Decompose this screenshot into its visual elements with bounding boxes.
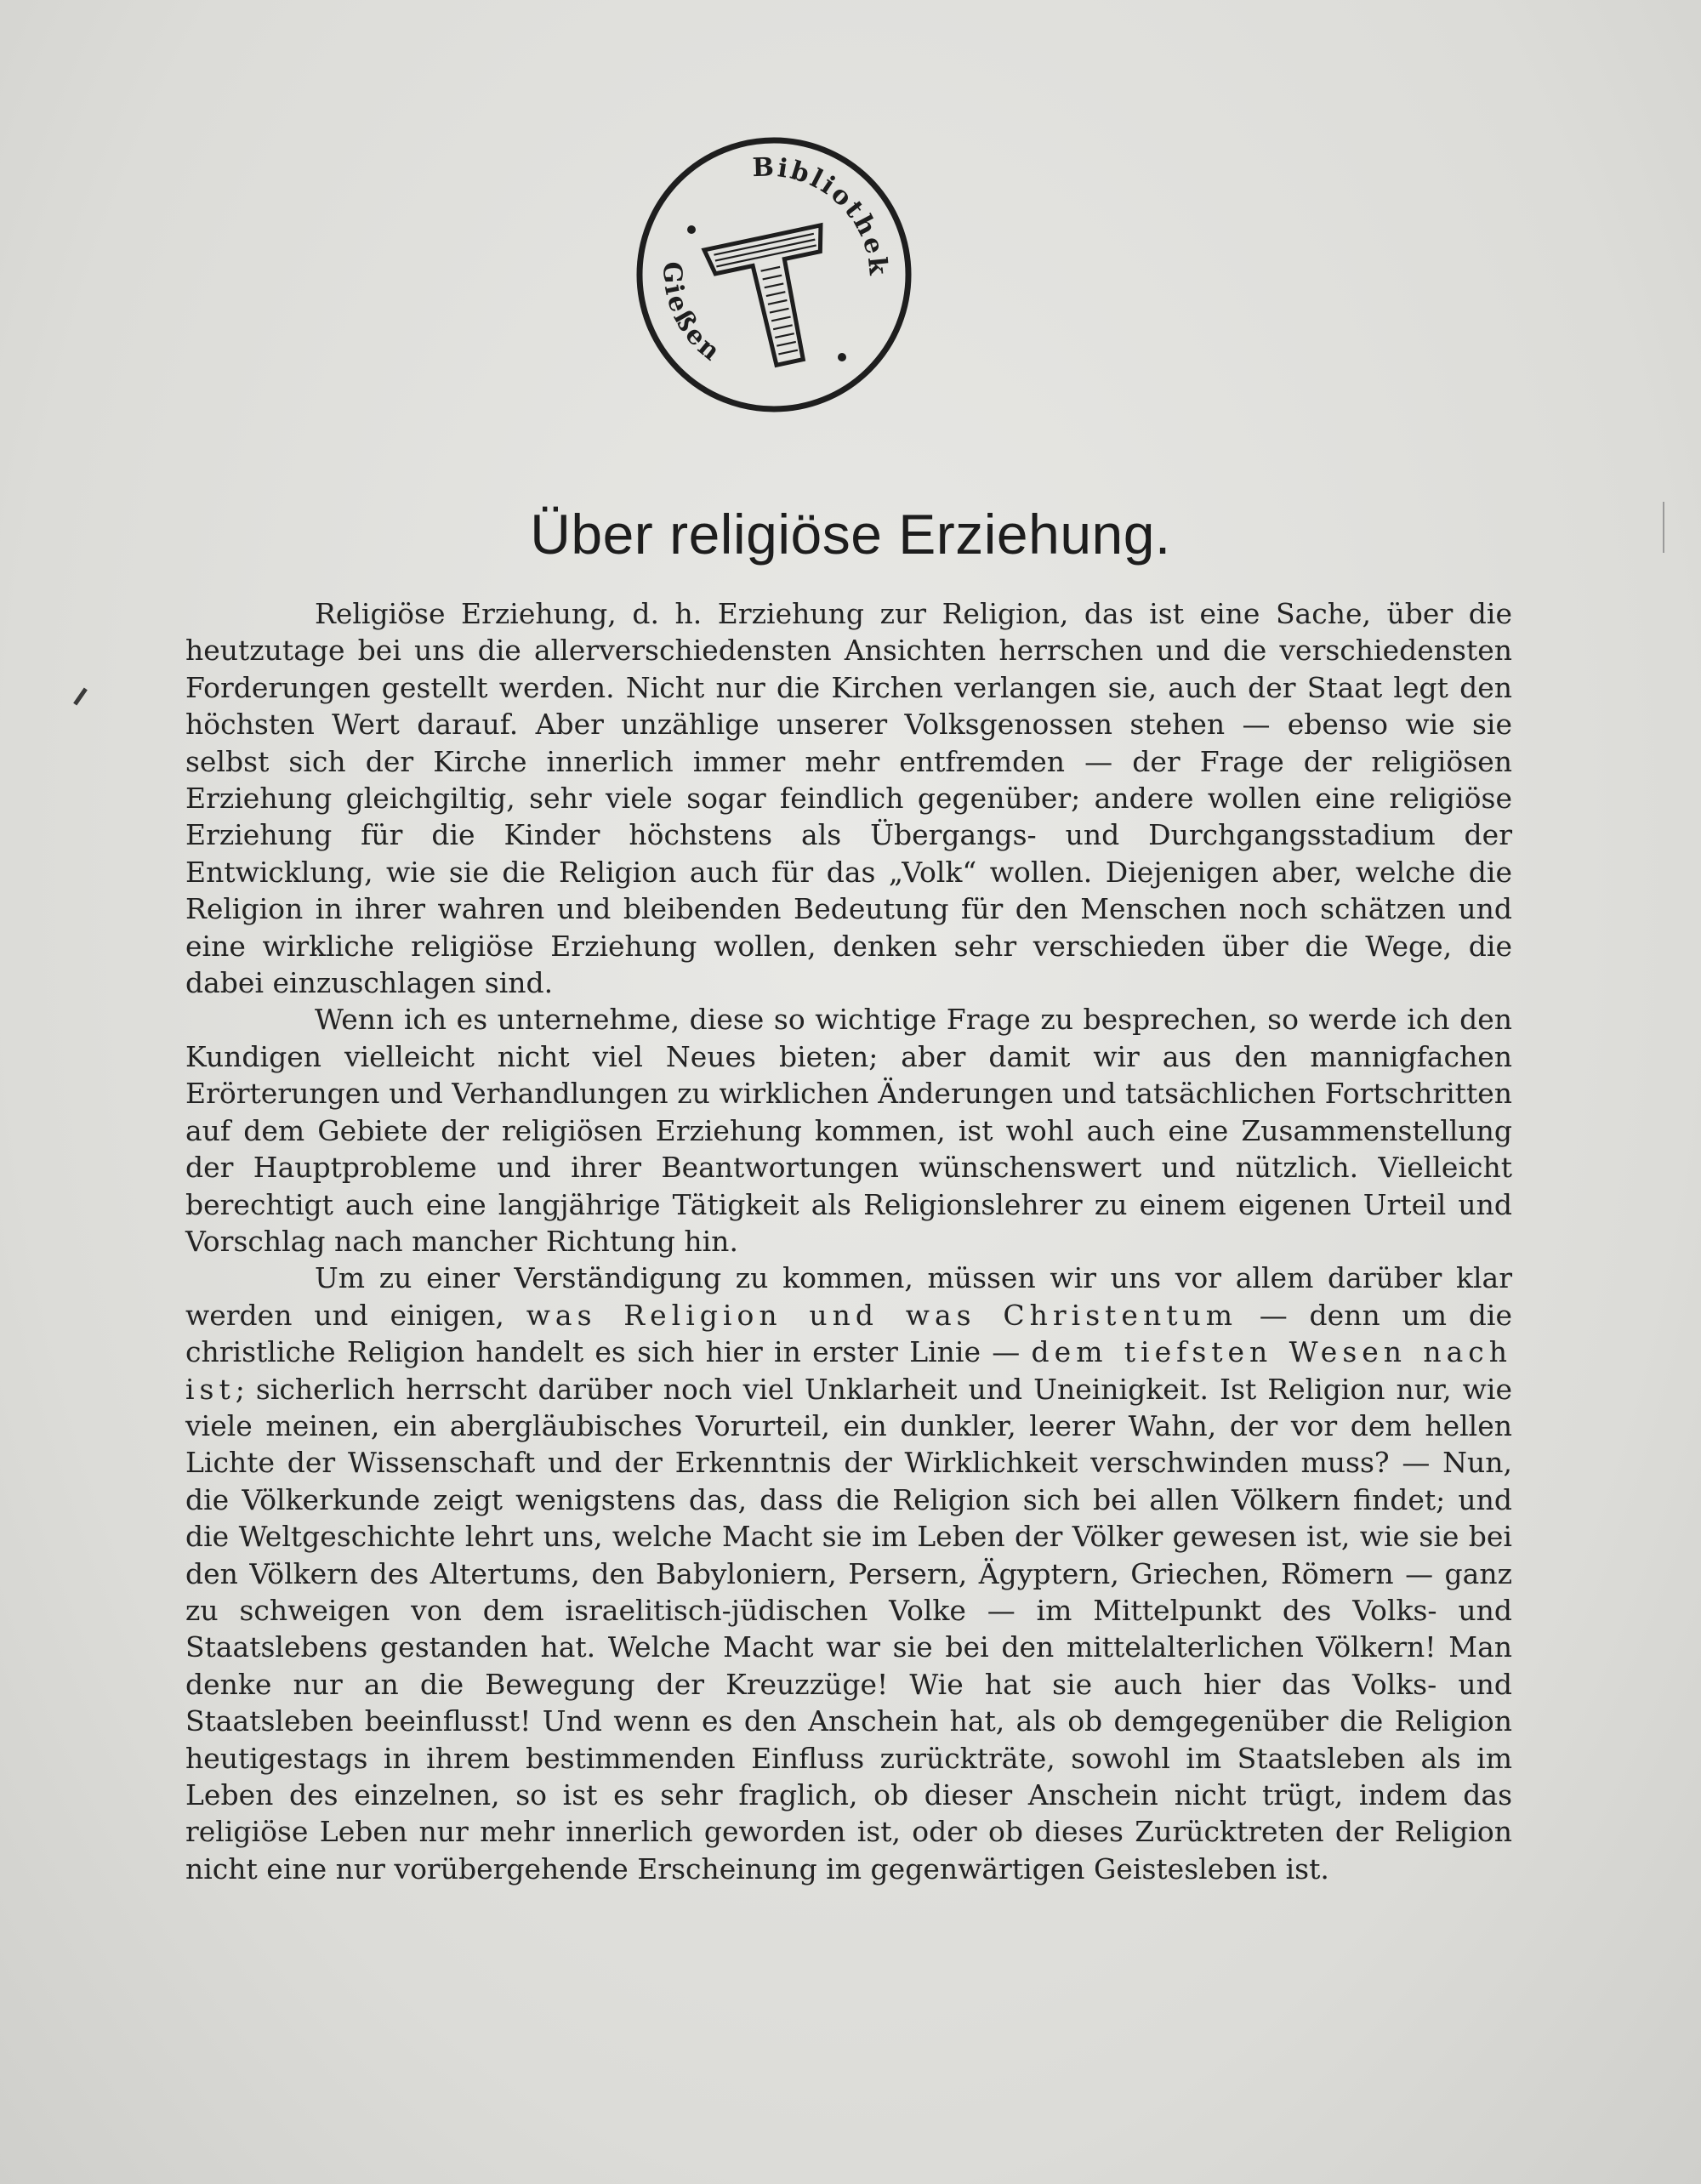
paragraph-3-text-c: ; sicherlich herrscht darüber noch viel Unklarheit und Uneinigkeit. Ist Religion nur, wie viele meinen, ein abergläubisches Vorurteil, ein dunkler, leerer Wahn, der vor dem hellen Lichte der Wissenschaft und der Erkenntnis der Wirklichkeit verschwinden muss? — Nun, die Völkerkunde zeigt wenigstens das, dass die Religion sich bei allen Völkern findet; und die Weltgeschichte lehrt uns, welche Macht sie im Leben der Völker gewesen ist, wie sie bei den Völkern des Altertums, den Babyloniern, Persern, Ägyptern, Griechen, Römern — ganz zu schweigen von dem israelitisch-jüdischen Volke — im Mittelpunkt des Volks- und Staatslebens gestanden hat. Welche Macht war sie bei den mittelalterlichen Völkern! Man denke nur an die Bewegung der Kreuzzüge! Wie hat sie auch hier das Volks- und Staatsleben beeinflusst! Und wenn es den Anschein hat, als ob demgegenüber die Religion heutigestags in ihrem bestimmenden Einfluss zurückträte, sowohl im Staatsleben als im Leben des einzelnen, so ist es sehr fraglich, ob dieser Anschein nicht trügt, indem das religiöse Leben nur mehr innerlich geworden ist, oder ob dieses Zurücktreten der Religion nicht eine nur vorübergehende Erscheinung im gegenwärtigen Geistesleben ist. bbox=[185, 1372, 1512, 1885]
page-title: Über religiöse Erziehung. bbox=[530, 503, 1171, 566]
margin-mark bbox=[73, 688, 88, 706]
paragraph-3 bbox=[185, 1260, 1512, 1887]
stamp-text-top: Bibliothek bbox=[752, 152, 894, 279]
paragraph-1 bbox=[185, 595, 1512, 1001]
spaced-emphasis-2: dem tiefsten Wesen nach ist bbox=[185, 1335, 1512, 1406]
paragraph-2-text: Wenn ich es unternehme, diese so wichtige Frage zu besprechen, so werde ich den Kundigen vielleicht nicht viel Neues bieten; aber damit wir aus den mannigfachen Erörterungen und Verhandlungen zu wirklichen Änderungen und tatsächlichen Fortschritten auf dem Gebiete der religiösen Erziehung kommen, ist wohl auch eine Zusammenstellung der Hauptprobleme und ihrer Beantwortungen wünschenswert und nützlich. Vielleicht berechtigt auch eine langjährige Tätigkeit als Religionslehrer zu einem eigenen Urteil und Vorschlag nach mancher Richtung hin. bbox=[185, 1003, 1512, 1258]
spaced-emphasis-1: was Religion und was Christentum bbox=[526, 1298, 1237, 1332]
paragraph-2 bbox=[185, 1001, 1512, 1260]
tau-cross-icon bbox=[704, 225, 847, 375]
paragraph-1-text: Religiöse Erziehung, d. h. Erziehung zur Religion, das ist eine Sache, über die heutzutage bei uns die allerverschiedensten Ansichten herrschen und die verschiedensten Forderungen gestellt werden. Nicht nur die Kirchen verlangen sie, auch der Staat legt den höchsten Wert darauf. Aber unzählige unserer Volksgenossen stehen — ebenso wie sie selbst sich der Kirche innerlich immer mehr entfremden — der Frage der religiösen Erziehung gleichgiltig, sehr viele sogar feindlich gegenüber; andere wollen eine religiöse Erziehung für die Kinder höchstens als Übergangs- und Durchgangsstadium der Entwicklung, wie sie die Religion auch für das „Volk“ wollen. Diejenigen aber, welche die Religion in ihrer wahren und bleibenden Bedeutung für den Menschen noch schätzen und eine wirkliche religiöse Erziehung wollen, denken sehr verschieden über die Wege, die dabei einzuschlagen sind. bbox=[185, 597, 1512, 1000]
svg-text:Bibliothek bbox=[752, 152, 893, 278]
page-edge-line bbox=[1663, 502, 1664, 553]
paragraph-3-text-b: — denn um die christliche Religion handelt es sich hier in erster Linie — bbox=[185, 1298, 1512, 1369]
article-body bbox=[185, 595, 1512, 1887]
paragraph-3-text-a: Um zu einer Verständigung zu kommen, müssen wir uns vor allem darüber klar werden und einigen, bbox=[185, 1261, 1512, 1332]
library-stamp bbox=[634, 134, 914, 415]
stamp-text-bottom: Gießen bbox=[657, 261, 728, 369]
